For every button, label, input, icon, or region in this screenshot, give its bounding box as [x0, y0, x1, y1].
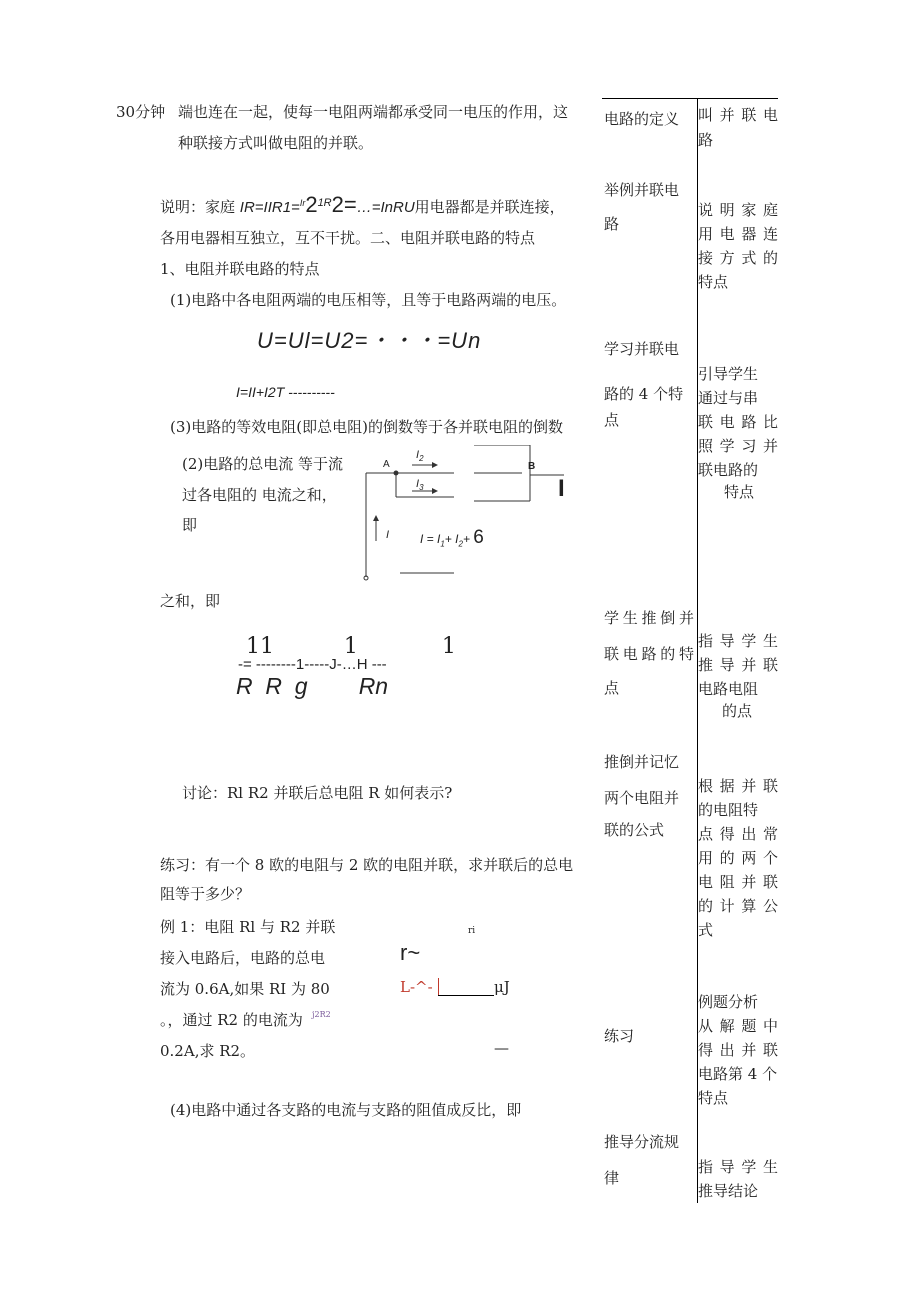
- point-3: (3)电路的等效电阻(即总电阻)的倒数等于各并联电阻的倒数: [170, 418, 563, 436]
- node-b-label: B: [528, 461, 536, 472]
- example-line-4: 。，通过 R2 的电流为: [160, 1011, 303, 1029]
- mid-cell-4: 学习并联电: [604, 340, 680, 358]
- right-cell-17: 根据并联: [698, 777, 778, 795]
- current-sum-equation: [420, 527, 484, 549]
- current-i2-sub: 2: [419, 454, 424, 464]
- right-cell-5: 接方式的: [698, 249, 778, 267]
- example-fig-red-text: L-^-: [400, 978, 433, 996]
- node-a-label: A: [383, 459, 390, 470]
- right-cell-24: 例题分析: [698, 993, 759, 1011]
- right-cell-2: 路: [698, 131, 714, 149]
- right-cell-12: 特点: [724, 483, 755, 501]
- right-cell-26: 得出并联: [698, 1041, 778, 1059]
- mid-cell-1: 电路的定义: [604, 110, 680, 128]
- right-cell-20: 用的两个: [698, 849, 778, 867]
- mid-cell-6: 点: [604, 411, 620, 429]
- eq-tail: 6: [473, 527, 484, 548]
- eq-plus: + I: [444, 532, 459, 546]
- current-i3-letter: I: [416, 478, 420, 490]
- exercise-line-1: 练习：有一个 8 欧的电阻与 2 欧的电阻并联，求并联后的总电: [160, 856, 574, 874]
- time-label: 30分钟: [116, 103, 166, 121]
- right-cell-3: 说明家庭: [698, 201, 778, 219]
- note-line-2: 各用电器相互独立，互不干扰。二、电阻并联电路的特点: [160, 229, 536, 247]
- mid-cell-15: 律: [604, 1169, 620, 1187]
- mid-cell-11: 两个电阻并: [604, 789, 680, 807]
- right-cell-6: 特点: [698, 273, 729, 291]
- exercise-line-2: 阻等于多少？: [160, 885, 251, 903]
- note-rest: …=InRU: [356, 199, 415, 216]
- mid-cell-8: 联电路的特: [604, 645, 694, 663]
- right-cell-1: 叫并联电: [698, 106, 778, 124]
- mid-cell-13: 练习: [604, 1027, 635, 1045]
- right-cell-21: 电阻并联: [698, 873, 778, 891]
- right-cell-23: 式: [698, 921, 714, 939]
- note-sup2: 1R: [317, 197, 332, 209]
- right-cell-4: 用电器连: [698, 225, 778, 243]
- mid-cell-7: 学生推倒并: [604, 609, 694, 627]
- point-4: (4)电路中通过各支路的电流与支路的阻值成反比，即: [170, 1101, 522, 1119]
- table-top-border: [602, 98, 778, 99]
- example-fig-j2r2: j2R2: [312, 1010, 331, 1019]
- formula-voltage: U=Ul=U2=・・・=Un: [257, 328, 482, 353]
- mid-cell-9: 点: [604, 679, 620, 697]
- eq-prefix: I = I: [420, 532, 441, 546]
- mid-cell-5: 路的 4 个特: [604, 385, 684, 403]
- note-line-1: [160, 191, 565, 220]
- right-cell-16: 的点: [722, 702, 753, 720]
- point-2-line-1: (2)电路的总电流 等于流: [182, 455, 344, 473]
- resistance-formula-mid: -= --------1-----J-…H ---: [238, 656, 387, 673]
- note-garble: IR=IIR1=: [239, 199, 300, 216]
- current-i3-label: [416, 478, 424, 492]
- point-2-line-2: 过各电阻的 电流之和，: [182, 486, 337, 504]
- discussion-text: 讨论：Rl R2 并联后总电阻 R 如何表示?: [182, 784, 453, 802]
- right-cell-27: 电路第 4 个: [698, 1065, 778, 1083]
- eq-sub-1: 1: [440, 539, 445, 549]
- example-fig-tick: [438, 978, 439, 996]
- mid-cell-14: 推导分流规: [604, 1133, 680, 1151]
- example-fig-dash: —: [494, 1039, 509, 1057]
- note-big: 2: [305, 192, 318, 217]
- intro-line-1: 端也连在一起，使每一电阻两端都承受同一电压的作用，这: [178, 103, 569, 121]
- intro-line-2: 种联接方式叫做电阻的并联。: [178, 134, 374, 152]
- eq-sub-2: 2: [458, 539, 463, 549]
- parallel-circuit-figure: [350, 445, 580, 585]
- section-title: 1、电阻并联电路的特点: [160, 260, 320, 278]
- example-line-3: 流为 0.6A,如果 RI 为 80: [160, 980, 330, 998]
- right-cell-30: 推导结论: [698, 1182, 759, 1200]
- eq-plus-2: +: [462, 532, 470, 546]
- mid-cell-2: 举例并联电: [604, 181, 680, 199]
- right-cell-8: 通过与串: [698, 389, 759, 407]
- right-cell-9: 联电路比: [698, 413, 778, 431]
- right-cell-15: 电路电阻: [698, 680, 759, 698]
- current-total-label: I: [386, 529, 390, 541]
- current-i3-sub: 3: [419, 483, 424, 493]
- formula-current: I=II+I2T ----------: [236, 384, 335, 400]
- mid-cell-10: 推倒并记忆: [604, 753, 680, 771]
- right-cell-10: 照学习并: [698, 437, 778, 455]
- example-fig-wire: [438, 995, 494, 996]
- note-prefix: 说明：家庭: [160, 198, 240, 216]
- right-cell-7: 引导学生: [698, 365, 759, 383]
- example-line-2: 接入电路后，电路的总电: [160, 949, 326, 967]
- right-cell-13: 指导学生: [698, 632, 778, 650]
- circuit-right-bar: I: [558, 475, 565, 502]
- right-cell-19: 点得出常: [698, 825, 778, 843]
- note-big2: 2=: [331, 192, 357, 217]
- right-cell-29: 指导学生: [698, 1158, 778, 1176]
- example-fig-ri: ri: [468, 926, 476, 936]
- example-fig-r-tilde: r~: [400, 940, 421, 965]
- right-cell-18: 的电阻特: [698, 801, 759, 819]
- and-sum-text: 之和，即: [160, 592, 221, 610]
- example-line-1: 例 1：电阻 Rl 与 R2 并联: [160, 918, 336, 936]
- right-cell-28: 特点: [698, 1089, 729, 1107]
- point-2-line-3: 即: [182, 516, 198, 534]
- mid-cell-3: 路: [604, 215, 620, 233]
- example-fig-mu-j: μJ: [494, 978, 510, 996]
- right-cell-11: 联电路的: [698, 461, 759, 479]
- current-i2-letter: I: [416, 449, 420, 461]
- resistance-formula-top: 11 1 1: [246, 634, 456, 659]
- note-suffix: 用电器都是并联连接，: [414, 198, 565, 216]
- right-cell-22: 的计算公: [698, 897, 778, 915]
- point-1: (1)电路中各电阻两端的电压相等，且等于电路两端的电压。: [170, 291, 567, 309]
- resistance-formula-bottom: R R g Rn: [236, 673, 389, 699]
- mid-cell-12: 联的公式: [604, 821, 665, 839]
- current-i2-label: [416, 449, 424, 463]
- note-sup: Ir: [299, 198, 306, 208]
- example-line-5: 0.2A,求 R2。: [160, 1042, 256, 1060]
- right-cell-25: 从解题中: [698, 1017, 778, 1035]
- right-cell-14: 推导并联: [698, 656, 778, 674]
